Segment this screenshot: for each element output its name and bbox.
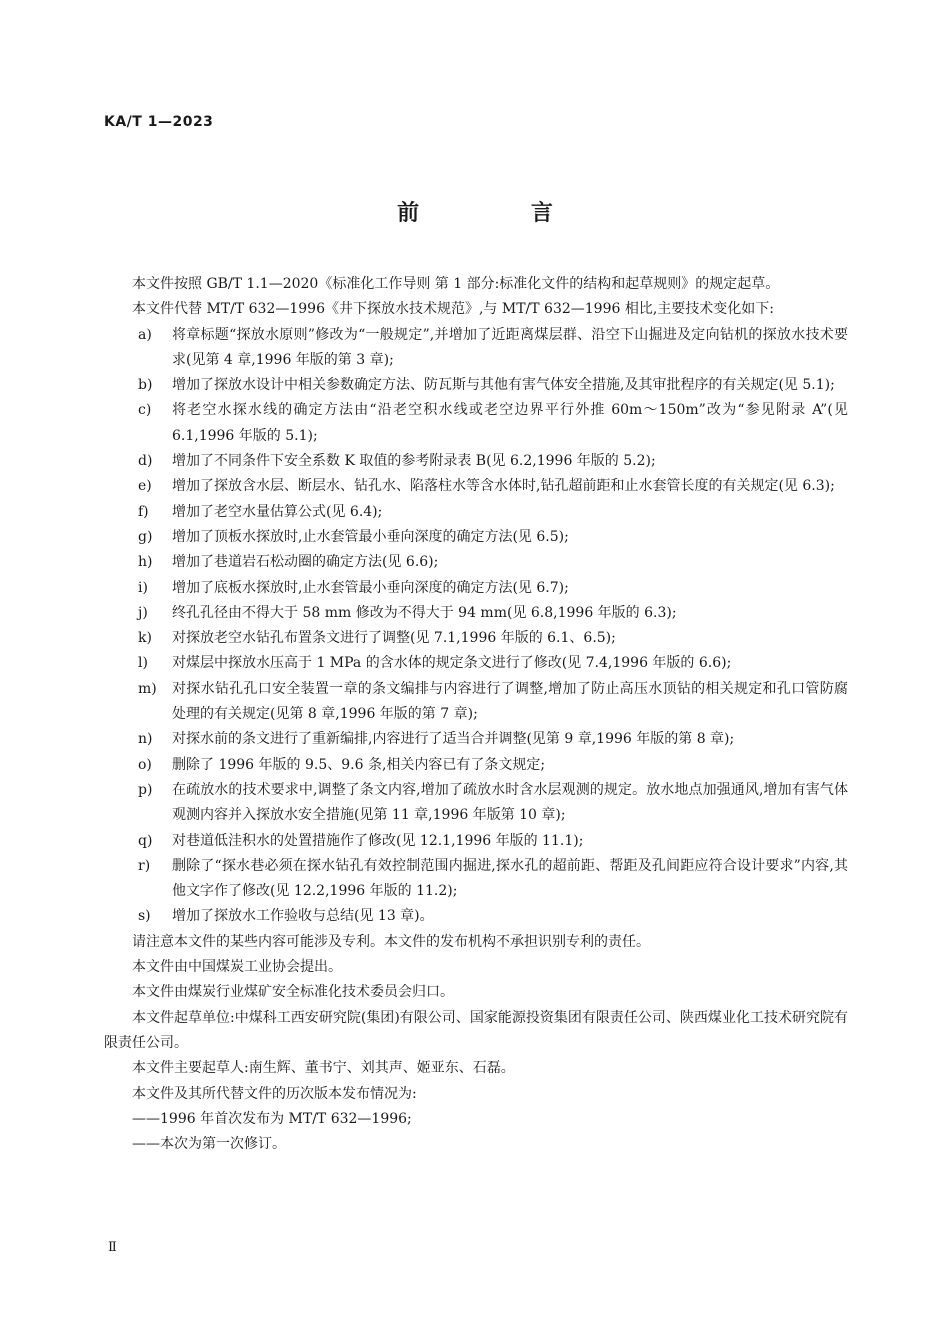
list-text: 将章标题“探放水原则”修改为“一般规定”,并增加了近距离煤层群、沿空下山掘进及定向钻机的探放水技术要求(见第 4 章,1996 年版的第 3 章); xyxy=(172,326,848,368)
list-item xyxy=(104,904,848,929)
list-marker: h) xyxy=(138,554,153,571)
list-text: 终孔孔径由不得大于 58 mm 修改为不得大于 94 mm(见 6.8,1996 年版的 6.3); xyxy=(172,604,677,621)
list-marker: f) xyxy=(138,503,149,520)
list-marker: c) xyxy=(138,402,152,419)
list-text: 对巷道低洼积水的处置措施作了修改(见 12.1,1996 年版的 11.1); xyxy=(172,832,584,849)
list-marker: b) xyxy=(138,377,153,394)
list-marker: e) xyxy=(138,478,152,495)
list-item xyxy=(104,651,848,676)
page-number: Ⅱ xyxy=(108,1240,117,1255)
list-text: 删除了 1996 年版的 9.5、9.6 条,相关内容已有了条文规定; xyxy=(172,756,546,773)
history-item: ——本次为第一次修订。 xyxy=(132,1136,286,1153)
list-item xyxy=(104,778,848,829)
list-marker: m) xyxy=(138,680,157,697)
list-item xyxy=(104,626,848,651)
list-item xyxy=(104,727,848,752)
list-marker: g) xyxy=(138,528,153,545)
list-text: 在疏放水的技术要求中,调整了条文内容,增加了疏放水时含水层观测的规定。放水地点加强通风,增加有害气体观测内容并入探放水安全措施(见第 11 章,1996 年版第 10 章); xyxy=(172,781,848,824)
list-item xyxy=(104,474,848,499)
list-item xyxy=(104,576,848,601)
list-text: 增加了顶板水探放时,止水套管最小垂向深度的确定方法(见 6.5); xyxy=(172,528,569,545)
list-marker: i) xyxy=(138,579,148,596)
drafters: 本文件主要起草人:南生辉、董书宁、刘其声、姬亚东、石磊。 xyxy=(132,1060,515,1077)
intro-paragraph: 本文件按照 GB/T 1.1—2020《标准化工作导则 第 1 部分:标准化文件的结构和起草规则》的规定起草。 xyxy=(132,276,780,292)
list-marker: s) xyxy=(138,908,151,925)
list-item xyxy=(104,525,848,550)
list-marker: j) xyxy=(138,604,148,621)
list-text: 对煤层中探放水压高于 1 MPa 的含水体的规定条文进行了修改(见 7.4,1996 年版的 6.6); xyxy=(172,655,732,672)
list-text: 增加了探放水设计中相关参数确定方法、防瓦斯与其他有害气体安全措施,及其审批程序的有关规定(见 5.1); xyxy=(172,377,835,394)
patent-notice: 请注意本文件的某些内容可能涉及专利。本文件的发布机构不承担识别专利的责任。 xyxy=(132,933,650,950)
history-intro: 本文件及其所代替文件的历次版本发布情况为: xyxy=(132,1085,417,1102)
list-marker: n) xyxy=(138,731,153,748)
list-item xyxy=(104,677,848,728)
list-item xyxy=(104,601,848,626)
list-text: 增加了巷道岩石松动圈的确定方法(见 6.6); xyxy=(172,554,439,571)
list-item xyxy=(104,500,848,525)
list-item xyxy=(104,323,848,374)
committee-statement: 本文件由煤炭行业煤矿安全标准化技术委员会归口。 xyxy=(132,984,454,1001)
list-item xyxy=(104,373,848,398)
proposer-statement: 本文件由中国煤炭工业协会提出。 xyxy=(132,959,342,976)
list-text: 删除了“探水巷必须在探水钻孔有效控制范围内掘进,探水孔的超前距、帮距及孔间距应符合设计要求”内容,其他文字作了修改(见 12.2,1996 年版的 11.2); xyxy=(172,857,848,900)
drafting-units: 本文件起草单位:中煤科工西安研究院(集团)有限公司、国家能源投资集团有限责任公司、陕西煤业化工技术研究院有限责任公司。 xyxy=(104,1009,848,1051)
list-text: 对探放老空水钻孔布置条文进行了调整(见 7.1,1996 年版的 6.1、6.5); xyxy=(172,630,616,647)
list-text: 增加了不同条件下安全系数 K 取值的参考附录表 B(见 6.2,1996 年版的 5.2); xyxy=(172,453,656,470)
history-item: ——1996 年首次发布为 MT/T 632—1996; xyxy=(132,1110,412,1127)
list-text: 增加了老空水量估算公式(见 6.4); xyxy=(172,503,383,520)
changes-list xyxy=(104,323,848,930)
list-text: 对探水前的条文进行了重新编排,内容进行了适当合并调整(见第 9 章,1996 年版的第 8 章); xyxy=(172,731,735,748)
list-marker: q) xyxy=(138,832,153,849)
intro-paragraph: 本文件代替 MT/T 632—1996《井下探放水技术规范》,与 MT/T 632—1996 相比,主要技术变化如下: xyxy=(132,301,775,318)
list-marker: p) xyxy=(138,781,153,798)
list-item xyxy=(104,829,848,854)
list-marker: k) xyxy=(138,630,152,647)
list-marker: a) xyxy=(138,326,152,343)
list-item xyxy=(104,449,848,474)
foreword-body xyxy=(104,272,848,1157)
list-text: 对探水钻孔孔口安全装置一章的条文编排与内容进行了调整,增加了防止高压水顶钻的相关规定和孔口管防腐处理的有关规定(见第 8 章,1996 年版的第 7 章); xyxy=(172,680,848,723)
list-text: 增加了探放含水层、断层水、钻孔水、陷落柱水等含水体时,钻孔超前距和止水套管长度的有关规定(见 6.3); xyxy=(172,478,835,495)
list-text: 增加了底板水探放时,止水套管最小垂向深度的确定方法(见 6.7); xyxy=(172,579,569,596)
list-item xyxy=(104,854,848,905)
page-title: 前 言 xyxy=(397,201,605,226)
list-marker: r) xyxy=(138,857,151,874)
list-item xyxy=(104,398,848,449)
list-marker: o) xyxy=(138,756,152,773)
list-marker: d) xyxy=(138,453,153,470)
list-marker: l) xyxy=(138,655,148,672)
list-item xyxy=(104,550,848,575)
document-code: KA/T 1—2023 xyxy=(104,114,214,130)
list-item xyxy=(104,753,848,778)
list-text: 将老空水探水线的确定方法由“沿老空积水线或老空边界平行外推 60m～150m”改为“参见附录 A”(见 6.1,1996 年版的 5.1); xyxy=(172,402,848,444)
list-text: 增加了探放水工作验收与总结(见 13 章)。 xyxy=(172,908,434,925)
